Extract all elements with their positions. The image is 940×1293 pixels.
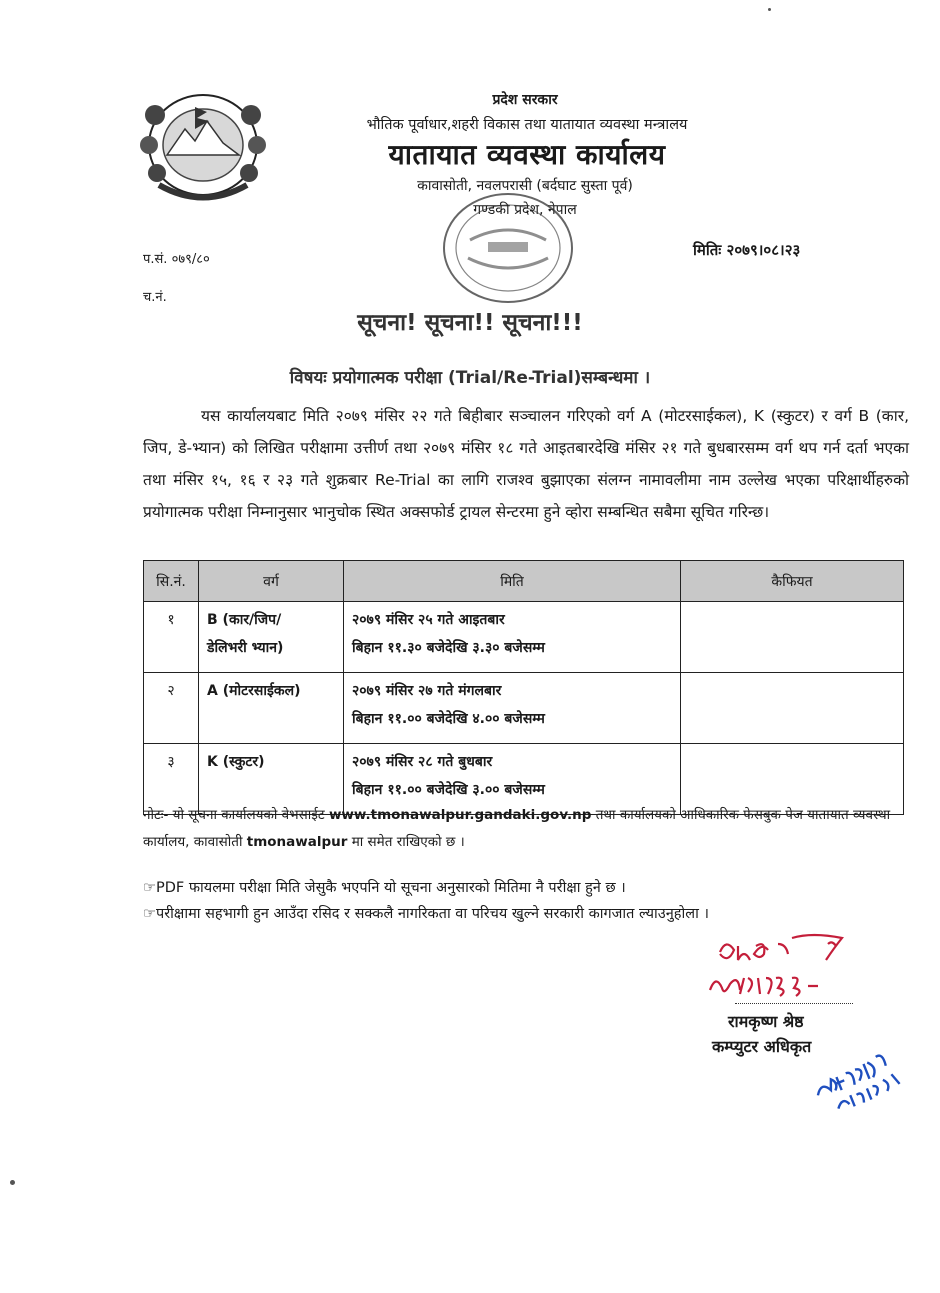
instruction-point: ☞PDF फायलमा परीक्षा मिति जेसुकै भएपनि यो सूचना अनुसारको मितिमा नै परीक्षा हुने छ । bbox=[143, 880, 626, 896]
signatory-post: कम्प्युटर अधिकृत bbox=[712, 1037, 812, 1056]
notice-subject: विषयः प्रयोगात्मक परीक्षा (Trial/Re-Trial)सम्बन्धमा । bbox=[289, 368, 651, 388]
office-name: यातायात व्यवस्था कार्यालय bbox=[388, 138, 666, 171]
office-province: गण्डकी प्रदेश, नेपाल bbox=[473, 202, 577, 218]
cell-category: K (स्कुटर) bbox=[199, 744, 344, 815]
instruction-point: ☞परीक्षामा सहभागी हुन आउँदा रसिद र सक्कलै नागरिकता वा परिचय खुल्ने सरकारी कागजात ल्याउनुहोला । bbox=[143, 906, 709, 922]
cell-date: २०७९ मंसिर २८ गते बुधबार बिहान ११.०० बजेदेखि ३.०० बजेसम्म bbox=[344, 744, 681, 815]
blue-name-stamp bbox=[805, 1038, 915, 1110]
facebook-page-link[interactable]: tmonawalpur bbox=[246, 834, 348, 850]
signature-line bbox=[735, 1003, 853, 1004]
header-serial: सि.नं. bbox=[144, 561, 199, 602]
scan-speck bbox=[768, 8, 771, 11]
cell-serial: १ bbox=[144, 602, 199, 673]
cell-category: B (कार/जिप/ डेलिभरी भ्यान) bbox=[199, 602, 344, 673]
table-row bbox=[144, 673, 904, 744]
cell-remarks bbox=[681, 673, 904, 744]
cell-serial: ३ bbox=[144, 744, 199, 815]
nepal-government-emblem bbox=[137, 85, 269, 203]
header-date: मिति bbox=[344, 561, 681, 602]
cell-date: २०७९ मंसिर २७ गते मंगलबार बिहान ११.०० बजेदेखि ४.०० बजेसम्म bbox=[344, 673, 681, 744]
office-address: कावासोती, नवलपरासी (बर्दघाट सुस्ता पूर्व) bbox=[417, 178, 633, 194]
header-remarks: कैफियत bbox=[681, 561, 904, 602]
notice-body: यस कार्यालयबाट मिति २०७९ मंसिर २२ गते बिहीबार सञ्चालन गरिएको वर्ग A (मोटरसाईकल), K (स्कुटर) र वर्ग B (कार, जिप, डे-भ्यान) को लिखित परीक्षामा उत्तीर्ण तथा २०७९ मंसिर १८ गते आइतबारदेखि मंसिर २१ गते बुधबारसम्म वर्ग थप गर्न दर्ता भएका तथा मंसिर १५, १६ र २३ गते शुक्रबार Re-Trial का लागि राजश्व बुझाएका संलग्न नामावलीमा नाम उल्लेख भएका परिक्षार्थीहरुको प्रयोगात्मक परीक्षा निम्नानुसार भानुचोक स्थित अक्सफोर्ड ट्रायल सेन्टरमा हुने व्होरा सम्बन्धित सबैमा सूचित गरिन्छ। bbox=[143, 407, 909, 521]
cell-remarks bbox=[681, 602, 904, 673]
cell-serial: २ bbox=[144, 673, 199, 744]
website-link[interactable]: www.tmonawalpur.gandaki.gov.np bbox=[328, 807, 592, 823]
scan-speck bbox=[10, 1180, 15, 1185]
table-header-row bbox=[144, 561, 904, 602]
letter-date: मितिः २०७९।०८।२३ bbox=[693, 241, 801, 259]
cell-category: A (मोटरसाईकल) bbox=[199, 673, 344, 744]
header-category: वर्ग bbox=[199, 561, 344, 602]
signatory-name: रामकृष्ण श्रेष्ठ bbox=[728, 1012, 804, 1031]
table-row bbox=[144, 602, 904, 673]
ministry-name: भौतिक पूर्वाधार,शहरी विकास तथा यातायात व्यवस्था मन्त्रालय bbox=[366, 117, 688, 133]
trial-schedule-table bbox=[143, 560, 904, 815]
notice-note: नोटः- यो सूचना कार्यालयको वेभसाईट www.tmonawalpur.gandaki.gov.np तथा कार्यालयको आधिकारिक फेसबुक पेज यातायात व्यवस्था कार्यालय, कावासोती tmonawalpur मा समेत राखिएको छ । bbox=[143, 807, 891, 850]
handwritten-signature bbox=[700, 930, 875, 1005]
cell-date: २०७९ मंसिर २५ गते आइतबार बिहान ११.३० बजेदेखि ३.३० बजेसम्म bbox=[344, 602, 681, 673]
office-round-stamp bbox=[438, 190, 578, 308]
dispatch-number: च.नं. bbox=[143, 290, 167, 305]
letter-number: प.सं. ०७९/८० bbox=[143, 252, 210, 267]
notice-title: सूचना! सूचना!! सूचना!!! bbox=[357, 310, 583, 336]
government-name: प्रदेश सरकार bbox=[492, 92, 558, 108]
